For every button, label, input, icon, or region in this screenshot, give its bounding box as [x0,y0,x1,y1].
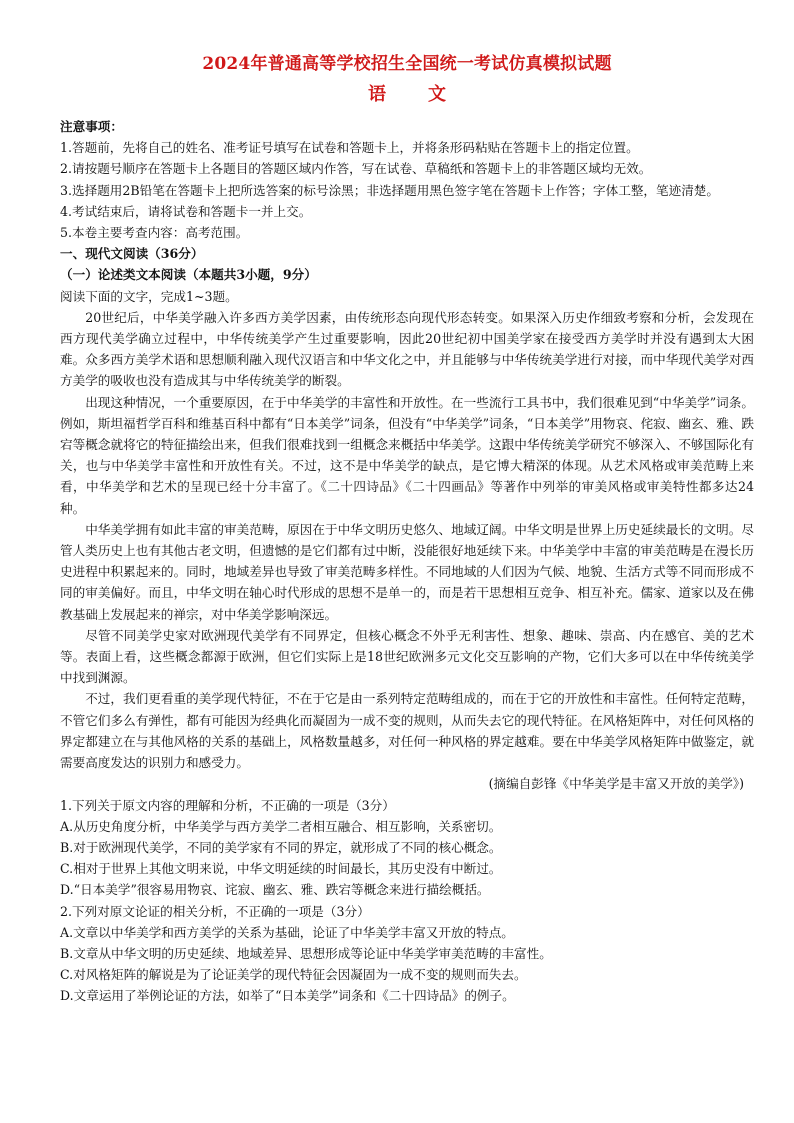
notes-heading: 注意事项： [60,119,123,134]
section-subtitle: （一）论述类文本阅读（本题共3小题，9分） [60,267,317,283]
passage-paragraph: 出现这种情况，一个重要原因，在于中华美学的丰富性和开放性。在一些流行工具书中，我们很难见到“中华美学”词条。例如，斯坦福哲学百科和维基百科中都有“日本美学”词条，但没有“中华美学”词条，“日本美学”用物哀、侘寂、幽玄、雅、跌宕等概念就将它的特征描绘出来，但我们很难找到一组概念来概括中华美学。这跟中华传统美学研究不够深入、不够国际化有关，也与中华美学丰富性和开放性有关。不过，这不是中华美学的缺点，是它博大精深的体现。从艺术风格或审美范畴上来看，中华美学和艺术的呈现已经十分丰富了。《二十四诗品》《二十四画品》等著作中列举的审美风格或审美特性都多达24种。 [60,394,754,516]
question-option: D.“日本美学”很容易用物哀、诧寂、幽玄、雅、跌宕等概念来进行描绘概括。 [60,882,490,898]
passage-paragraph: 20世纪后，中华美学融入许多西方美学因素，由传统形态向现代形态转变。如果深入历史作细致考察和分析，会发现在西方现代美学确立过程中，中华传统美学产生过重要影响，因此20世纪初中国美学家在接受西方美学时并没有遇到太大困难。众多西方美学术语和思想顺利融入现代汉语言和中华文化之中，并且能够与中华传统美学进行对接，而中华现代美学对西方美学的吸收也没有造成其与中华传统美学的断裂。 [60,309,754,389]
note-item: 2.请按题号顺序在答题卡上各题目的答题区域内作答，写在试卷、草稿纸和答题卡上的非答题区域均无效。 [60,161,652,177]
note-item: 5.本卷主要考查内容：高考范围。 [60,225,249,241]
passage-source: (摘编自彭锋《中华美学是丰富又开放的美学》) [488,776,744,792]
note-item: 1.答题前，先将自己的姓名、准考证号填写在试卷和答题卡上，并将条形码粘贴在答题卡上的指定位置。 [60,140,639,156]
subject-char-2: 文 [428,84,446,105]
section-title: 一、现代文阅读（36分） [60,246,204,262]
question-option: A.文章以中华美学和西方美学的关系为基础，论证了中华美学丰富又开放的特点。 [60,924,514,940]
question-option: B.对于欧洲现代美学，不同的美学家有不同的界定，就形成了不同的核心概念。 [60,839,502,855]
passage-paragraph: 中华美学拥有如此丰富的审美范畴，原因在于中华文明历史悠久、地域辽阔。中华文明是世界上历史延续最长的文明。尽管人类历史上也有其他古老文明，但遗憾的是它们都有过中断，没能很好地延续下来。中华美学中丰富的审美范畴是在漫长历史进程中积累起来的。同时，地域差异也导致了审美范畴多样性。不同地域的人们因为气候、地貌、生活方式等不同而形成不同的审美偏好。而且，中华文明在轴心时代形成的思想不是单一的，而是若干思想相互竞争、相互补充。儒家、道家以及在佛教基础上发展起来的禅宗，对中华美学影响深远。 [60,521,754,622]
question-option: C.对风格矩阵的解说是为了论证美学的现代特征会因凝固为一成不变的规则而失去。 [60,967,527,983]
passage-paragraph: 尽管不同美学史家对欧洲现代美学有不同界定，但核心概念不外乎无利害性、想象、趣味、崇高、内在感官、美的艺术等。表面上看，这些概念都源于欧洲，但它们实际上是18世纪欧洲多元文化交互影响的产物，它们大多可以在中华传统美学中找到渊源。 [60,627,754,686]
question-option: A.从历史角度分析，中华美学与西方美学二者相互融合、相互影响，关系密切。 [60,818,502,834]
reading-instruction: 阅读下面的文字，完成1~3题。 [60,288,238,304]
passage-paragraph: 不过，我们更看重的美学现代特征，不在于它是由一系列特定范畴组成的，而在于它的开放性和丰富性。任何特定范畴，不管它们多么有弹性，都有可能因为经典化而凝固为一成不变的规则，从而失去它的现代特征。在风格矩阵中，对任何风格的界定都建立在与其他风格的关系的基础上，风格数量越多，对任何一种风格的界定越难。要在中华美学风格矩阵中做鉴定，就需要高度发达的识别力和感受力。 [60,691,754,771]
exam-title: 2024年普通高等学校招生全国统一考试仿真模拟试题 [202,54,612,74]
note-item: 4.考试结束后，请将试卷和答题卡一并上交。 [60,203,312,219]
question-option: C.相对于世界上其他文明来说，中华文明延续的时间最长，其历史没有中断过。 [60,861,502,877]
note-item: 3.选择题用2B铅笔在答题卡上把所选答案的标号涂黑；非选择题用黑色签字笔在答题卡上作答；字体工整，笔迹清楚。 [60,182,719,198]
subject-char-1: 语 [368,84,386,105]
subject-title [60,82,754,108]
question-option: B.文章从中华文明的历史延续、地域差异、思想形成等论证中华美学审美范畴的丰富性。 [60,945,552,961]
question-option: D.文章运用了举例论证的方法，如举了“日本美学”词条和《二十四诗品》的例子。 [60,988,515,1004]
question-stem: 2.下列对原文论证的相关分析，不正确的一项是（3分） [60,903,370,919]
question-stem: 1.下列关于原文内容的理解和分析，不正确的一项是（3分） [60,797,395,813]
